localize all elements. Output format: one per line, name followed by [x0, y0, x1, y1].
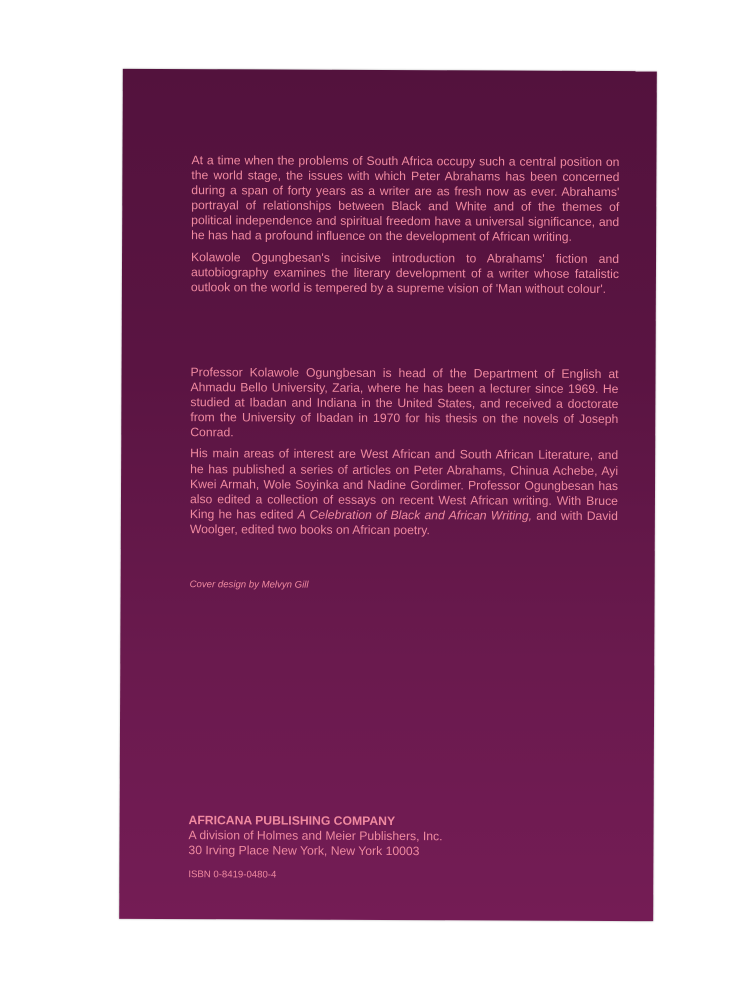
publisher-imprint: [188, 813, 442, 859]
blurb-paragraph: Kolawole Ogungbesan's incisive introduction to Abrahams' fiction and autobiography examines the literary development of a writer whose fatalistic outlook on the world is tempered by a supreme vision of 'Man without colour'.: [190, 249, 620, 296]
publisher-division: A division of Holmes and Meier Publishers, Inc.: [188, 828, 443, 844]
book-blurb: [191, 153, 620, 303]
bio-paragraph: [190, 447, 618, 539]
bio-text: and with David Woolger, edited two books on African poetry.: [189, 508, 618, 538]
isbn-number: ISBN 0-8419-0480-4: [188, 869, 277, 881]
publisher-name: AFRICANA PUBLISHING COMPANY: [188, 813, 396, 829]
cover-design-credit: Cover design by Melvyn Gill: [189, 579, 309, 591]
bio-text: His main areas of interest are West African and South African Literature, and he has published a series of articles on Peter Abrahams, Chinua Achebe, Ayi Kwei Armah, Wole Soyinka and Nadine Gordimer. Professor Ogungbesan has also edited a collection of essays on recent West African writing. With Bruce King he has edited: [189, 446, 619, 522]
blurb-paragraph: At a time when the problems of South Africa occupy such a central position on the world stage, the issues with which Peter Abrahams has been concerned during a span of forty years as a writer are as fresh now as ever. Abrahams' portrayal of relationships between Black and White and of the themes of political independence and spiritual freedom have a universal significance, and he has had a profound influence on the development of African writing.: [191, 153, 620, 245]
author-bio: [190, 365, 619, 545]
bio-paragraph: Professor Kolawole Ogungbesan is head of the Department of English at Ahmadu Bello University, Zaria, where he has been a lecturer since 1969. He studied at Ibadan and Indiana in the United States, and received a doctorate from the University of Ibadan in 1970 for his thesis on the novels of Joseph Conrad.: [190, 365, 619, 440]
book-title-citation: A Celebration of Black and African Writing,: [297, 507, 533, 523]
publisher-address: 30 Irving Place New York, New York 10003: [188, 843, 420, 859]
book-back-cover: [119, 69, 657, 921]
